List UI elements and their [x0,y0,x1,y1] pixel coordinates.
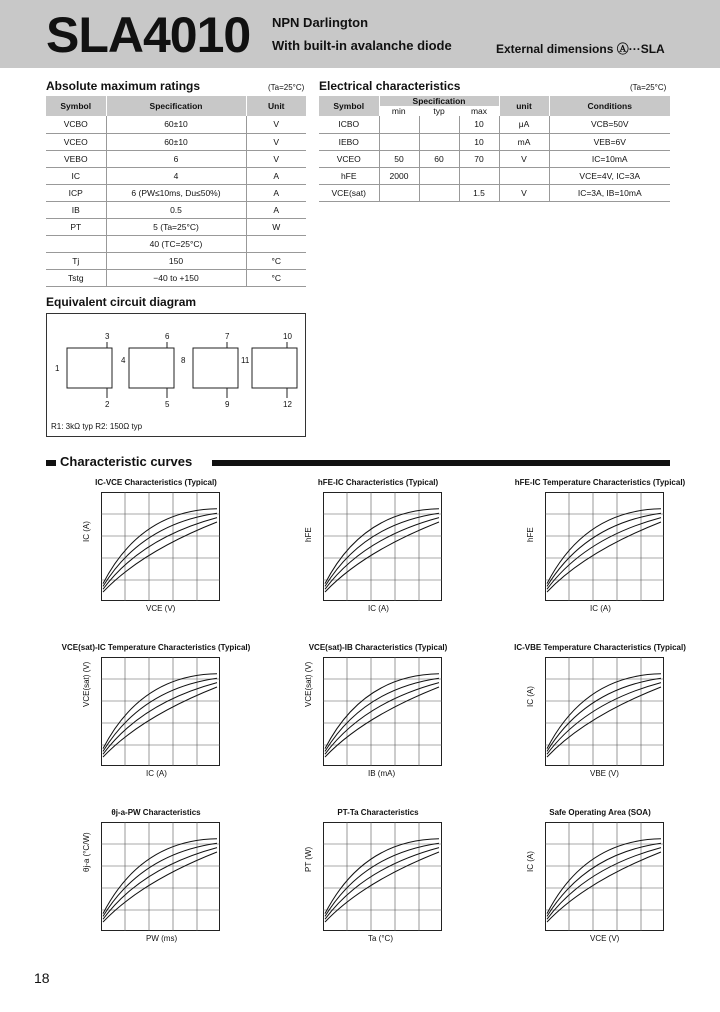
y-axis-label: θj-a (°C/W) [82,832,91,872]
table-row [46,133,306,150]
col-header: Specification [106,96,246,116]
table-cell: 10 [459,133,499,150]
table-cell: IC=10mA [549,150,670,167]
y-axis-label: VCE(sat) (V) [82,661,91,707]
table-cell [419,116,459,133]
table-cell [459,167,499,184]
table-row [319,167,670,184]
abs-cond: (Ta=25°C) [268,83,305,92]
table-cell: 4 [106,167,246,184]
elec-cond: (Ta=25°C) [630,83,667,92]
graph-title: PT-Ta Characteristics [337,808,419,817]
table-cell: V [246,133,306,150]
pin-label: 1 [55,364,60,373]
circuit-schematic [47,314,305,436]
x-axis-label: IC (A) [146,769,167,778]
table-cell: 60 [419,150,459,167]
y-axis-label: PT (W) [304,846,313,872]
section-rule [212,460,670,466]
table-cell: Tstg [46,269,106,286]
table-cell: VCEO [319,150,379,167]
table-cell [379,133,419,150]
table-cell [419,167,459,184]
table-cell: 60±10 [106,116,246,133]
table-cell: VCE=4V, IC=3A [549,167,670,184]
table-cell: A [246,201,306,218]
graph-title: hFE-IC Characteristics (Typical) [317,478,439,487]
x-axis-label: VBE (V) [590,769,619,778]
graph-title: θj-a-PW Characteristics [111,808,201,817]
table-cell [419,184,459,201]
table-cell: ICP [46,184,106,201]
y-axis-label: IC (A) [526,851,535,872]
pin-label: 4 [121,356,126,365]
y-axis-label: IC (A) [82,521,91,542]
curves-title: Characteristic curves [60,454,193,469]
x-axis-label: VCE (V) [590,934,620,943]
col-header: Specification [379,96,499,106]
pin-label: 8 [181,356,186,365]
x-axis-label: IB (mA) [368,769,396,778]
pin-label: 6 [165,332,170,341]
col-header: Conditions [549,96,670,116]
table-cell: IC=3A, IB=10mA [549,184,670,201]
table-row [46,218,306,235]
table-row [319,150,670,167]
table-cell: IC [46,167,106,184]
table-row [46,269,306,286]
table-row [46,201,306,218]
table-cell: VCBO [46,116,106,133]
table-row [46,184,306,201]
col-header: Unit [246,96,306,116]
table-cell: PT [46,218,106,235]
table-cell: VCE(sat) [319,184,379,201]
table-cell: VCB=50V [549,116,670,133]
table-row [46,252,306,269]
pin-label: 11 [241,356,250,365]
table-row [46,116,306,133]
table-cell: μA [499,116,549,133]
table-row [46,235,306,252]
graph-title: VCE(sat)-IC Temperature Characteristics (Typical) [61,643,251,652]
x-axis-label: VCE (V) [146,604,176,613]
table-cell: 2000 [379,167,419,184]
circuit-box [46,313,306,437]
graph-plot [545,492,665,602]
graph-title: Safe Operating Area (SOA) [549,808,651,817]
section-bar [46,460,56,466]
pin-label: 5 [165,400,170,409]
y-axis-label: VCE(sat) (V) [304,661,313,707]
table-cell: VCEO [46,133,106,150]
pin-label: 10 [283,332,292,341]
table-cell: 6 (PW≤10ms, Du≤50%) [106,184,246,201]
graph-title: IC-VBE Temperature Characteristics (Typical) [514,643,686,652]
sub-header: max [459,106,499,116]
table-cell: VEB=6V [549,133,670,150]
pin-label: 3 [105,332,110,341]
graph-title: hFE-IC Temperature Characteristics (Typical) [514,478,686,487]
x-axis-label: Ta (°C) [368,934,393,943]
device-type: NPN Darlington [272,15,369,30]
graph-plot [101,822,221,932]
table-cell: 6 [106,150,246,167]
table-cell: 150 [106,252,246,269]
table-cell: Tj [46,252,106,269]
part-number: SLA4010 [46,7,251,63]
table-row [319,184,670,201]
circuit-note: R1: 3kΩ typ R2: 150Ω typ [51,422,143,431]
table-row [46,167,306,184]
graph-plot [101,657,221,767]
abs-title: Absolute maximum ratings [46,79,201,93]
table-cell: 5 (Ta=25°C) [106,218,246,235]
col-header: Symbol [319,96,379,116]
table-row [319,116,670,133]
table-cell [499,167,549,184]
col-header: Symbol [46,96,106,116]
table-cell: ICBO [319,116,379,133]
table-cell: mA [499,133,549,150]
table-cell: hFE [319,167,379,184]
table-cell: °C [246,252,306,269]
abs-max-table [46,96,306,287]
table-cell [379,184,419,201]
table-cell: V [246,116,306,133]
table-cell: IB [46,201,106,218]
table-cell: V [499,184,549,201]
table-cell [379,116,419,133]
table-cell: 10 [459,116,499,133]
graph-title: IC-VCE Characteristics (Typical) [95,478,217,487]
pin-label: 12 [283,400,292,409]
pin-label: 2 [105,400,110,409]
table-cell: A [246,184,306,201]
external-dimensions: External dimensions Ⓐ···SLA [496,42,665,56]
table-cell: 40 (TC=25°C) [106,235,246,252]
col-header: unit [499,96,549,116]
pin-label: 9 [225,400,230,409]
y-axis-label: hFE [304,527,313,542]
graph-plot [323,657,443,767]
table-cell: −40 to +150 [106,269,246,286]
page-number: 18 [34,970,50,986]
y-axis-label: IC (A) [526,686,535,707]
graph-plot [101,492,221,602]
table-cell [419,133,459,150]
x-axis-label: PW (ms) [146,934,178,943]
table-cell: 0.5 [106,201,246,218]
table-cell: A [246,167,306,184]
table-cell [46,235,106,252]
table-cell: VEBO [46,150,106,167]
graph-plot [545,822,665,932]
table-cell: W [246,218,306,235]
table-cell: 50 [379,150,419,167]
table-cell: °C [246,269,306,286]
elec-title: Electrical characteristics [319,79,461,93]
graph-title: VCE(sat)-IB Characteristics (Typical) [308,643,448,652]
sub-header: typ [419,106,459,116]
x-axis-label: IC (A) [590,604,611,613]
table-cell: 60±10 [106,133,246,150]
circuit-title: Equivalent circuit diagram [46,295,197,309]
table-row [319,133,670,150]
sub-header: min [379,106,419,116]
table-cell: 70 [459,150,499,167]
graph-plot [545,657,665,767]
pin-label: 7 [225,332,230,341]
x-axis-label: IC (A) [368,604,389,613]
table-cell [246,235,306,252]
graph-plot [323,492,443,602]
elec-table [319,96,670,202]
table-row [46,150,306,167]
table-cell: 1.5 [459,184,499,201]
graph-plot [323,822,443,932]
table-cell: V [246,150,306,167]
table-cell: IEBO [319,133,379,150]
table-cell: V [499,150,549,167]
y-axis-label: hFE [526,527,535,542]
device-feature: With built-in avalanche diode [272,38,452,53]
